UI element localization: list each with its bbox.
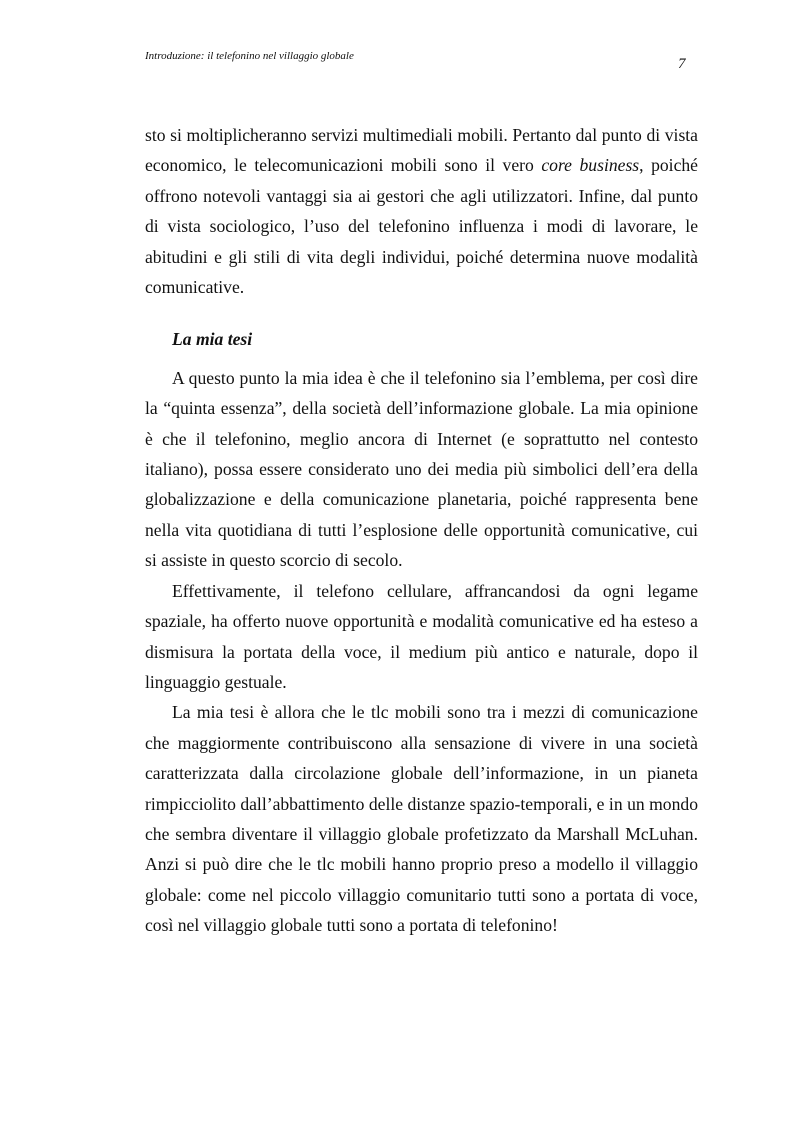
paragraph-text: sto si moltiplicheranno servizi multimediali mobili. Pertanto dal punto di vista economico, le telecomunicazioni mobili sono il vero <box>145 125 698 176</box>
paragraph-continuation <box>145 120 698 302</box>
paragraph: La mia tesi è allora che le tlc mobili sono tra i mezzi di comunicazione che maggiormente contribuiscono alla sensazione di vivere in una società caratterizzata dalla circolazione globale dell’informazione, in un pianeta rimpicciolito dall’abbattimento delle distanze spazio-temporali, e in un mondo che sembra diventare il villaggio globale profetizzato da Marshall McLuhan. Anzi si può dire che le tlc mobili hanno proprio preso a modello il villaggio globale: come nel piccolo villaggio comunitario tutti sono a portata di voce, così nel villaggio globale tutti sono a portata di telefonino! <box>145 702 698 936</box>
page-number: 7 <box>678 56 686 72</box>
section-heading: La mia tesi <box>172 329 253 350</box>
paragraph-text: , poiché offrono notevoli vantaggi sia ai gestori che agli utilizzatori. Infine, dal punto di vista sociologico, l’uso del telefonino influenza i modi di lavorare, le abitudini e gli stili di vita degli individui, poiché determina nuove modalità comunicative. <box>145 155 698 298</box>
running-header: Introduzione: il telefonino nel villaggio globale <box>145 50 354 62</box>
paragraph: Effettivamente, il telefono cellulare, affrancandosi da ogni legame spaziale, ha offerto nuove opportunità e modalità comunicative ed ha esteso a dismisura la portata della voce, il medium più antico e naturale, dopo il linguaggio gestuale. <box>145 580 698 692</box>
emphasis-text: core business <box>541 155 640 176</box>
document-body <box>145 120 698 941</box>
paragraph: A questo punto la mia idea è che il telefonino sia l’emblema, per così dire la “quinta essenza”, della società dell’informazione globale. La mia opinione è che il telefonino, meglio ancora di Internet (e soprattutto nel contesto italiano), possa essere considerato uno dei media più simbolici dell’era della globalizzazione e della comunicazione planetaria, poiché rappresenta bene nella vita quotidiana di tutti l’esplosione delle opportunità comunicative, cui si assiste in questo scorcio di secolo. <box>145 367 698 571</box>
